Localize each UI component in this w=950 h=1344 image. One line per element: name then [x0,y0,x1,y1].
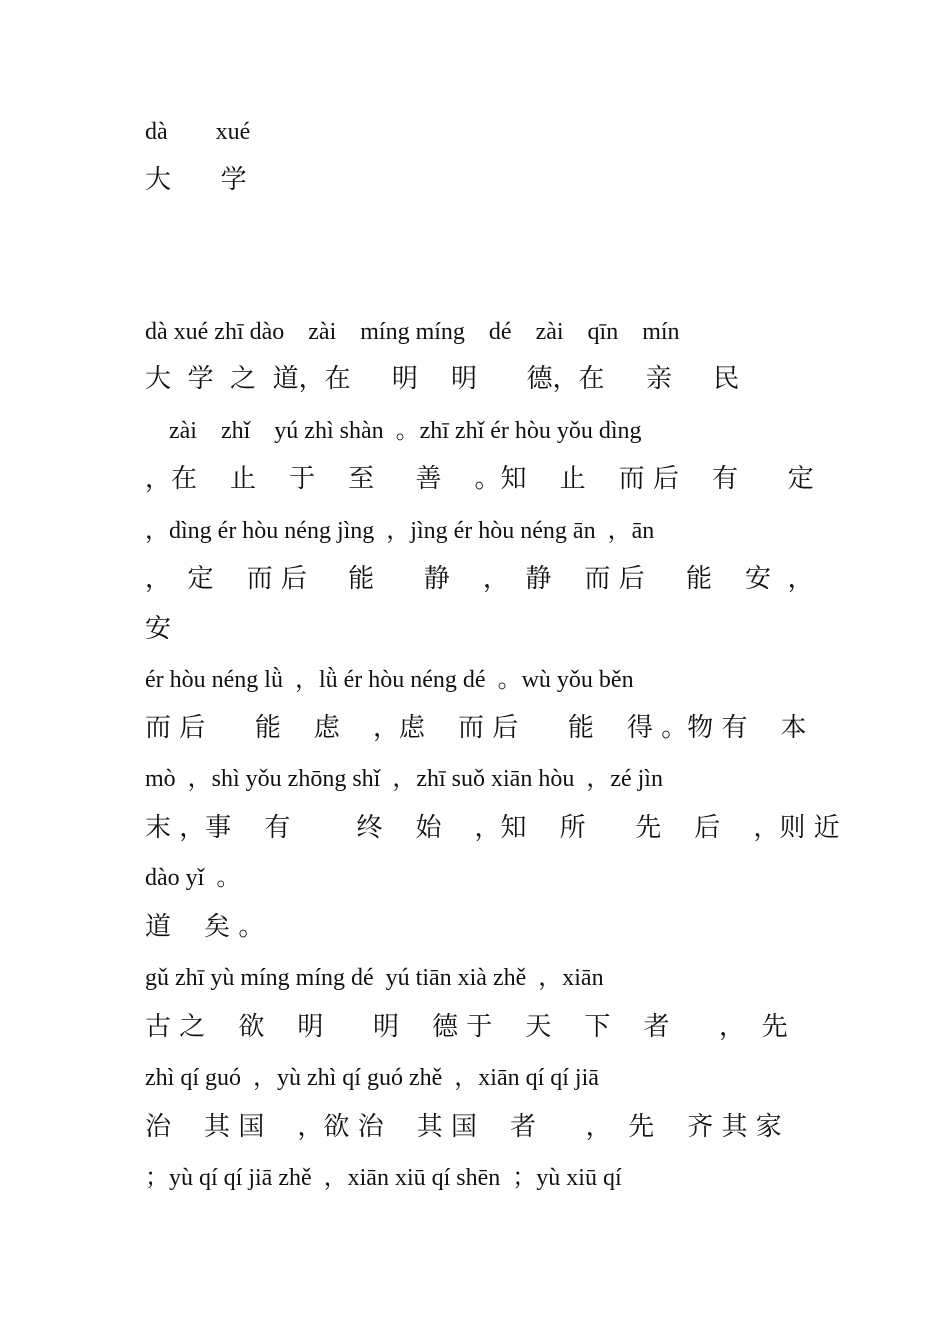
hanzi-line: ， 定 而 后 能 静 ， 静 而 后 能 安 ， [145,564,814,594]
pinyin-line: gǔ zhī yù míng míng dé yú tiān xià zhě ，xiān [145,965,604,991]
hanzi-line: 治 其 国 ，欲 治 其 国 者 ， 先 齐 其 家 [145,1112,782,1142]
hanzi-line: 大 学 之 道，在 明 明 德，在 亲 民 [145,364,740,394]
hanzi-line: 而 后 能 虑 ，虑 而 后 能 得 。物 有 本 [145,713,807,743]
title-hanzi: 大 学 [145,165,247,195]
pinyin-line: zhì qí guó ，yù zhì qí guó zhě ，xiān qí qí jiā [145,1065,599,1091]
pinyin-line: ；yù qí qí jiā zhě ，xiān xiū qí shēn ；yù xiū qí [145,1165,622,1191]
pinyin-line: dào yǐ 。 [145,865,241,891]
hanzi-line: 末 ，事 有 终 始 ，知 所 先 后 ，则 近 [145,813,840,843]
title-pinyin: dà xué [145,119,251,145]
hanzi-line: 道 矣 。 [145,912,265,942]
hanzi-line: 古 之 欲 明 明 德 于 天 下 者 ， 先 [145,1012,788,1042]
hanzi-line: 安 [145,614,172,644]
hanzi-line: ，在 止 于 至 善 。知 止 而 后 有 定 [145,464,814,494]
pinyin-line: zài zhǐ yú zhì shàn 。zhī zhǐ ér hòu yǒu dìng [145,418,642,444]
pinyin-line: ér hòu néng lǜ ，lǜ ér hòu néng dé 。wù yǒu běn [145,667,634,693]
pinyin-line: mò ，shì yǒu zhōng shǐ ，zhī suǒ xiān hòu ，zé jìn [145,766,663,792]
pinyin-line: ，dìng ér hòu néng jìng ，jìng ér hòu néng ān ，ān [145,518,655,544]
pinyin-line: dà xué zhī dào zài míng míng dé zài qīn mín [145,319,680,345]
